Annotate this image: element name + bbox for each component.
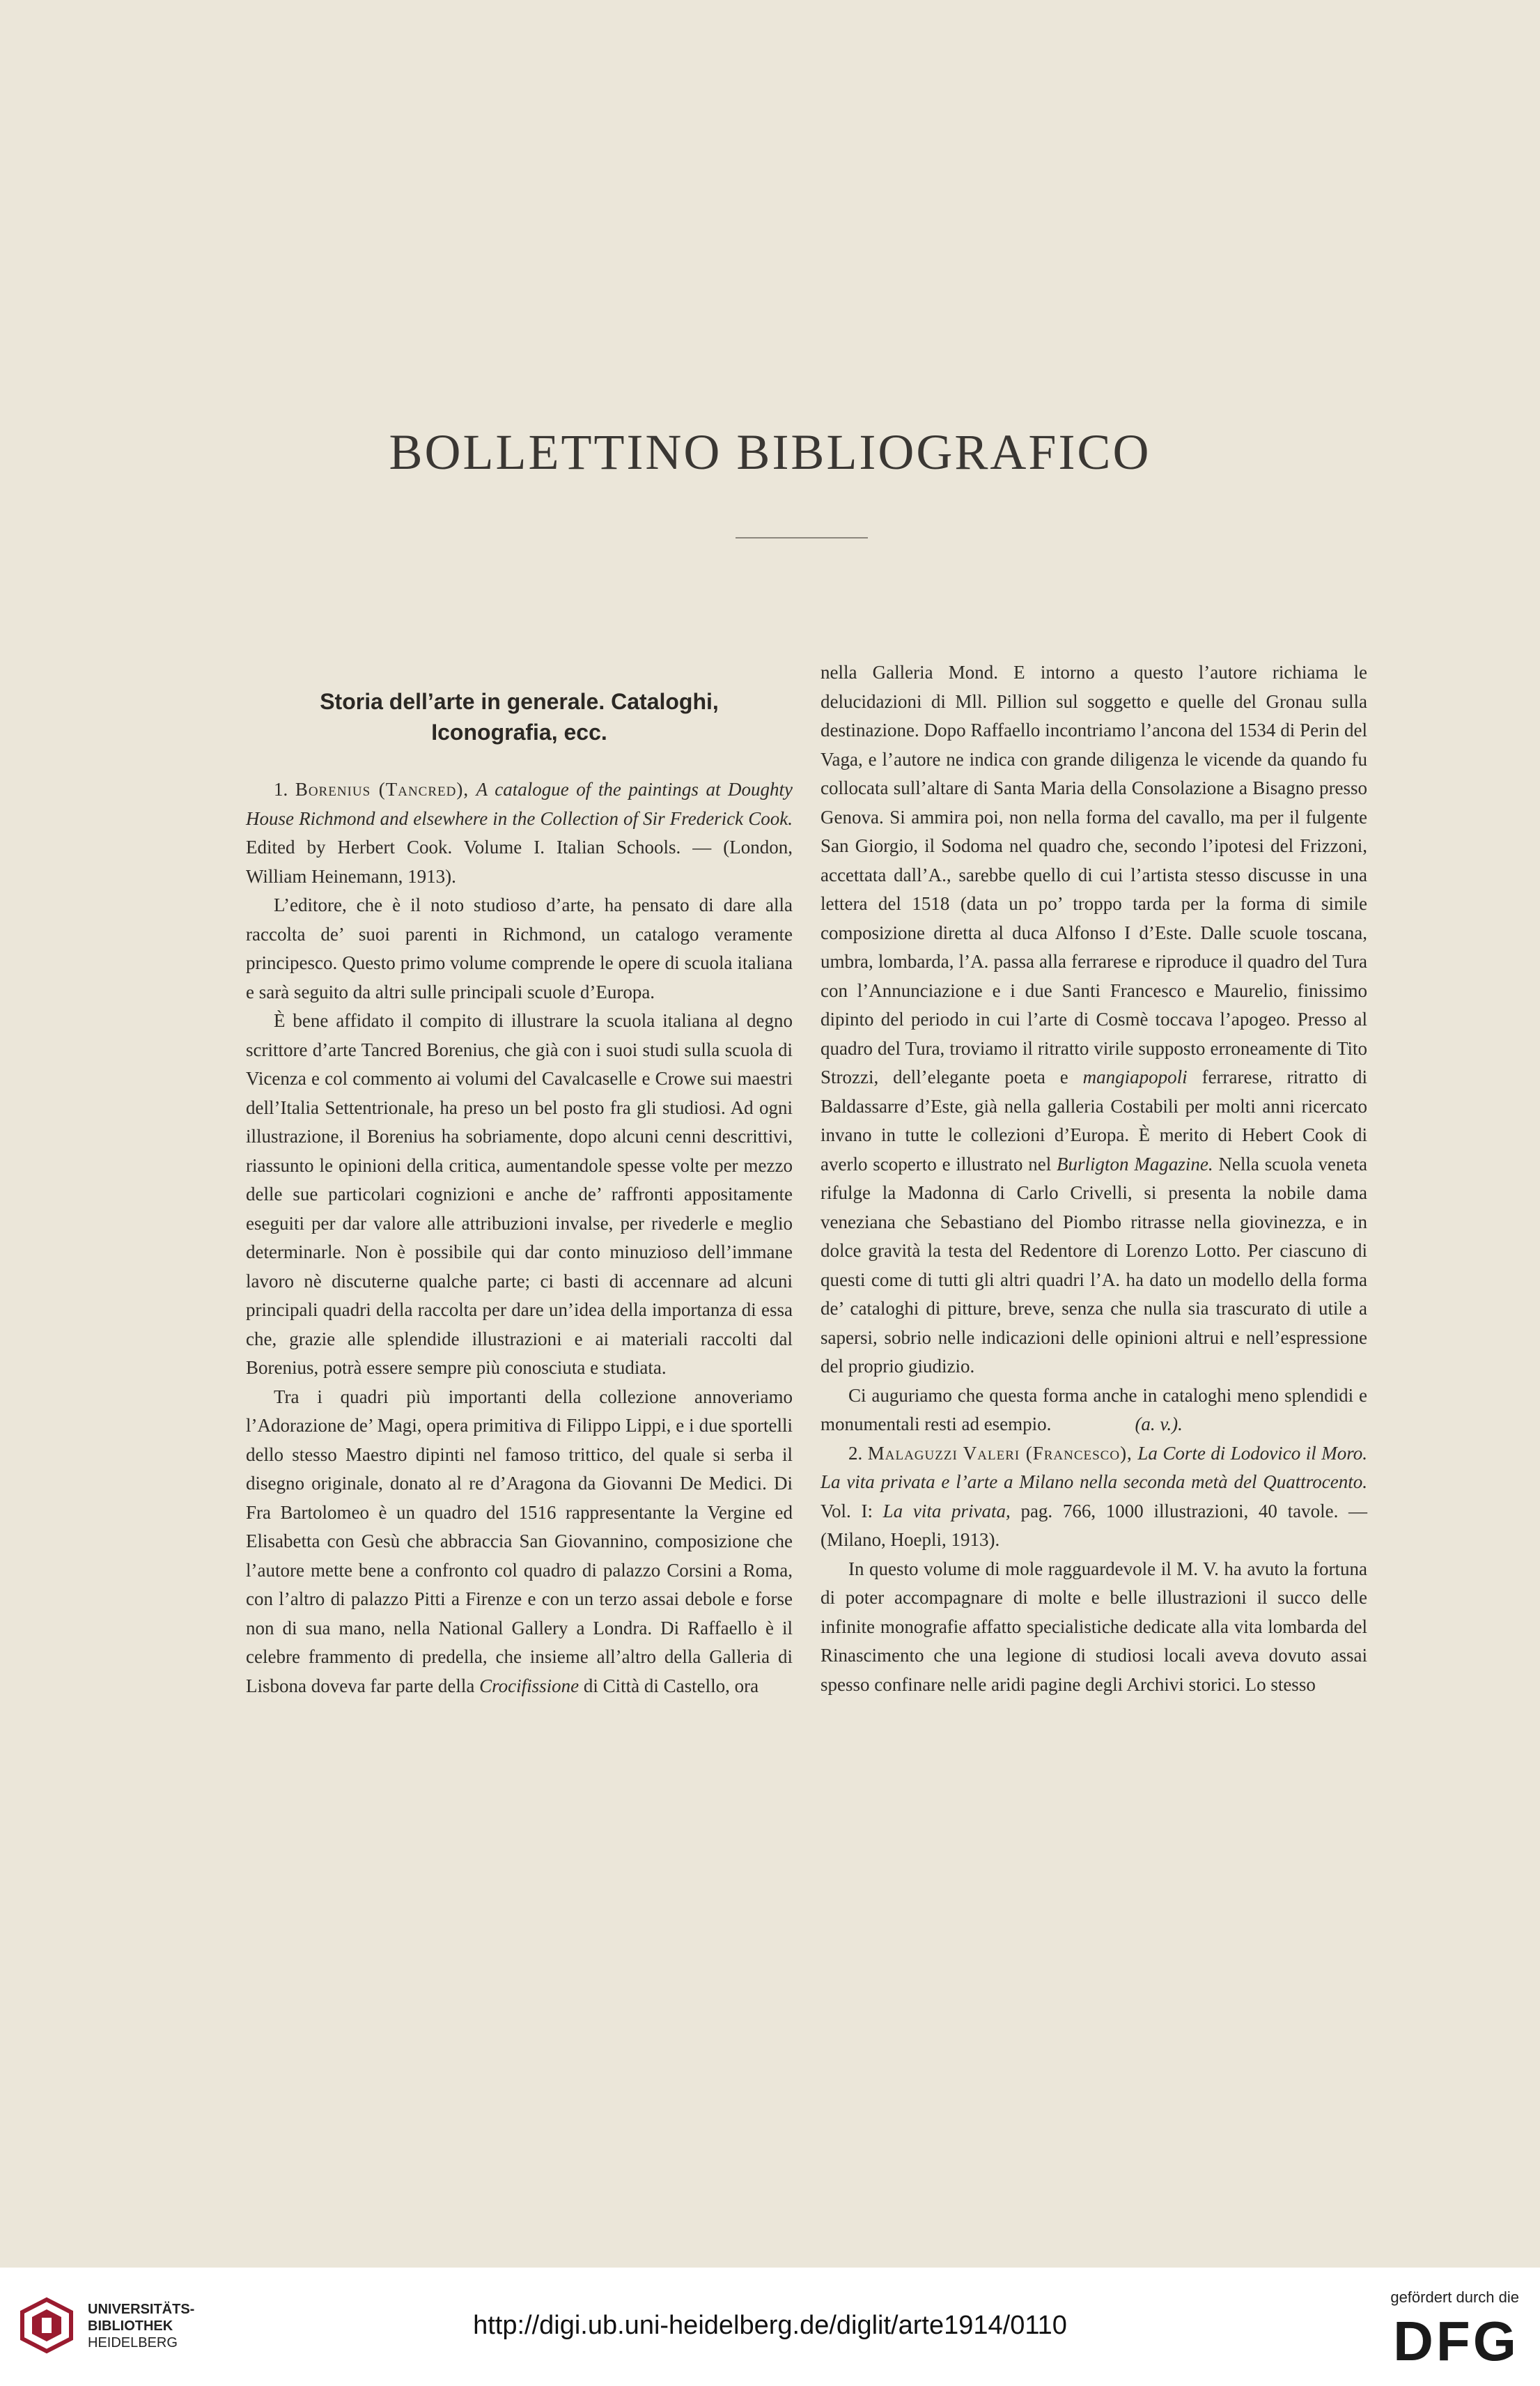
entry-volume-title: La vita privata,: [882, 1500, 1011, 1521]
paragraph: [246, 1383, 793, 1701]
entry-author: Borenius (Tancred),: [295, 779, 469, 800]
dfg-logo: DFG: [1393, 2310, 1519, 2372]
paragraph: [820, 658, 1367, 1381]
section-heading-line2: Iconografia, ecc.: [431, 720, 607, 745]
entry-publication: Edited by Herbert Cook. Volume I. Italian Schools. — (London, William Heinemann, 1913).: [246, 837, 793, 887]
page-title: BOLLETTINO BIBLIOGRAFICO: [389, 424, 1151, 480]
paragraph-text: Ci auguriamo che questa forma anche in cataloghi meno splendidi e monumentali resti ad esempio.: [820, 1384, 1367, 1434]
paragraph: L’editore, che è il noto studioso d’arte, ha pensato di dare alla raccolta de’ suoi parenti in Richmond, un catalogo veramente principesco. Questo primo volume comprende le opere di scuola italiana e sarà seguito da altri sulle principali scuole d’Europa.: [246, 894, 793, 1002]
footer-bar: [0, 2268, 1540, 2386]
reviewer-signature: (a. v.).: [1135, 1413, 1183, 1434]
paragraph: È bene affidato il compito di illustrare la scuola italiana al degno scrittore d’arte Tancred Borenius, che già con i suoi studi sulla scuola di Vicenza e col commento ai volumi del Cavalcaselle e Crowe sui maestri dell’Italia Settentrionale, ha preso un bel posto fra gli studiosi. Ad ogni illustrazione, il Borenius ha sobriamente, dopo alcuni cenni descrittivi, riassunto le opinioni della critica, aumentandole spesse volte per mezzo delle sue particolari cognizioni e anche de’ raffronti appositamente eseguiti per dar valore alle attribuzioni invalse, per rivederle e meglio determinarle. Non è possibile qui dar conto minuzioso dell’immane lavoro nè discuterne qualche parte; ci basti di accennare ad alcuni principali quadri della raccolta per dare un’idea della importanza di essa che, grazie alle splendide illustrazioni e ai materiali raccolti dal Borenius, potrà essere sempre più conosciuta e studiata.: [246, 1010, 793, 1378]
entry-number: 2.: [848, 1442, 863, 1464]
source-url-link[interactable]: http://digi.ub.uni-heidelberg.de/diglit/arte1914/0110: [473, 2311, 1067, 2340]
entry-title: La Corte di Lodovico il Moro. La vita privata e l’arte a Milano nella seconda metà del Quattrocento.: [820, 1442, 1368, 1492]
paragraph: [820, 1381, 1367, 1439]
left-column: [246, 658, 793, 1701]
paragraph-text: Nella scuola veneta rifulge la Madonna di Carlo Crivelli, si presenta la nobile dama veneziana che Sebastiano del Piombo ritrasse nella giovinezza, e in dolce gravità la testa del Redentore di Lorenzo Lotto. Per ciascuno di questi come di tutti gli altri quadri l’A. ha dato un modello della forma de’ cataloghi di pitture, breve, senza che nulla sia trascurato di utile a sapersi, sobrio nelle indicazioni delle opinioni altrui e nell’espressione del proprio giudizio.: [820, 1153, 1367, 1377]
entry-author: Malaguzzi Valeri (Francesco),: [867, 1442, 1133, 1464]
paragraph-text: nella Galleria Mond. E intorno a questo l’autore richiama le delucidazioni di Mll. Pillion sul soggetto e quelle del Gronau sulla destinazione. Dopo Raffaello incontriamo l’ancona del 1534 di Perin del Vaga, e l’autore ne indica con grande diligenza le vicende da quando fu collocata sull’altare di Santa Maria della Consolazione a Bisagno presso Genova. Si ammira poi, non nella forma del cavallo, ma per il fulgente San Giorgio, il Sodoma nel quadro che, secondo l’ipotesi del Frizzoni, accettata dall’A., sarebbe quello di cui l’artista stesso discusse in una lettera del 1518 (data un po’ troppo tarda per la forma di simile composizione diretta al duca Alfonso I d’Este. Dalle scuole toscana, umbra, lombarda, l’A. passa alla ferrarese e riproduce il quadro del Tura con l’Annunciazione e i due Santi Francesco e Maurelio, finissimo dipinto del periodo in cui l’arte di Cosmè toccava l’apogeo. Presso al quadro del Tura, troviamo il ritratto virile supposto erroneamente di Tito Strozzi, dell’elegante poeta e: [820, 662, 1367, 1087]
title-divider: [736, 537, 868, 539]
italic-term: Crocifissione: [479, 1675, 580, 1696]
entry-title: A catalogue of the paintings at Doughty House Richmond and elsewhere in the Collection of Sir Frederick Cook.: [246, 779, 793, 829]
italic-term: Burligton Magazine.: [1057, 1153, 1213, 1175]
entry-number: 1.: [274, 779, 288, 800]
library-name-line3: HEIDELBERG: [88, 2335, 178, 2350]
bibliography-entry-1: [246, 775, 793, 891]
library-name-line1: UNIVERSITÄTS-: [88, 2302, 195, 2317]
right-column: [820, 658, 1367, 1699]
paragraph-text: ferrarese, ritratto di Baldassarre d’Este, già nella galleria Costabili per molti anni ricercato invano in tutte le collezioni d’Europa. È merito di Hebert Cook di averlo scoperto e illustrato nel: [820, 1067, 1367, 1175]
paragraph: In questo volume di mole ragguardevole il M. V. ha avuto la fortuna di poter accompagnare di molte e belle illustrazioni il succo delle infinite monografie affatto specialistiche dedicate alla vita lombarda del Rinascimento che una legione di studiosi locali aveva dovuto assai spesso confinare nelle aridi pagine degli Archivi storici. Lo stesso: [820, 1558, 1367, 1695]
section-heading: [246, 686, 793, 747]
italic-term: mangiapopoli: [1082, 1067, 1188, 1087]
dfg-caption: gefördert durch die: [1390, 2288, 1519, 2306]
paragraph-text: Tra i quadri più importanti della collezione annoveriamo l’Adorazione de’ Magi, opera primitiva di Filippo Lippi, e i due sportelli dello stesso Maestro dipinti nel famoso trittico, del quale si serba il disegno originale, donato al re d’Aragona da Giovanni De Medici. Di Fra Bartolomeo è un quadro del 1516 rappresentante la Vergine ed Elisabetta con Gesù che abbraccia San Giovannino, composizione che l’autore mette bene a confronto col quadro di palazzo Corsini a Roma, con l’altro di palazzo Pitti a Firenze e con un terzo assai debole e forse non di sua mano, nella National Gallery a Londra. Di Raffaello è il celebre frammento di predella, che insieme all’altro della Galleria di Lisbona doveva far parte della: [246, 1386, 793, 1696]
library-name-line2: BIBLIOTHEK: [88, 2318, 173, 2334]
bibliography-entry-2: [820, 1439, 1367, 1555]
entry-volume: Vol. I:: [820, 1500, 873, 1521]
entry-publication: pag. 766, 1000 illustrazioni, 40 tavole. — (Milano, Hoepli, 1913).: [820, 1500, 1367, 1550]
paragraph-text: di Città di Castello, ora: [583, 1675, 759, 1696]
section-heading-line1: Storia dell’arte in generale. Cataloghi,: [320, 689, 719, 714]
